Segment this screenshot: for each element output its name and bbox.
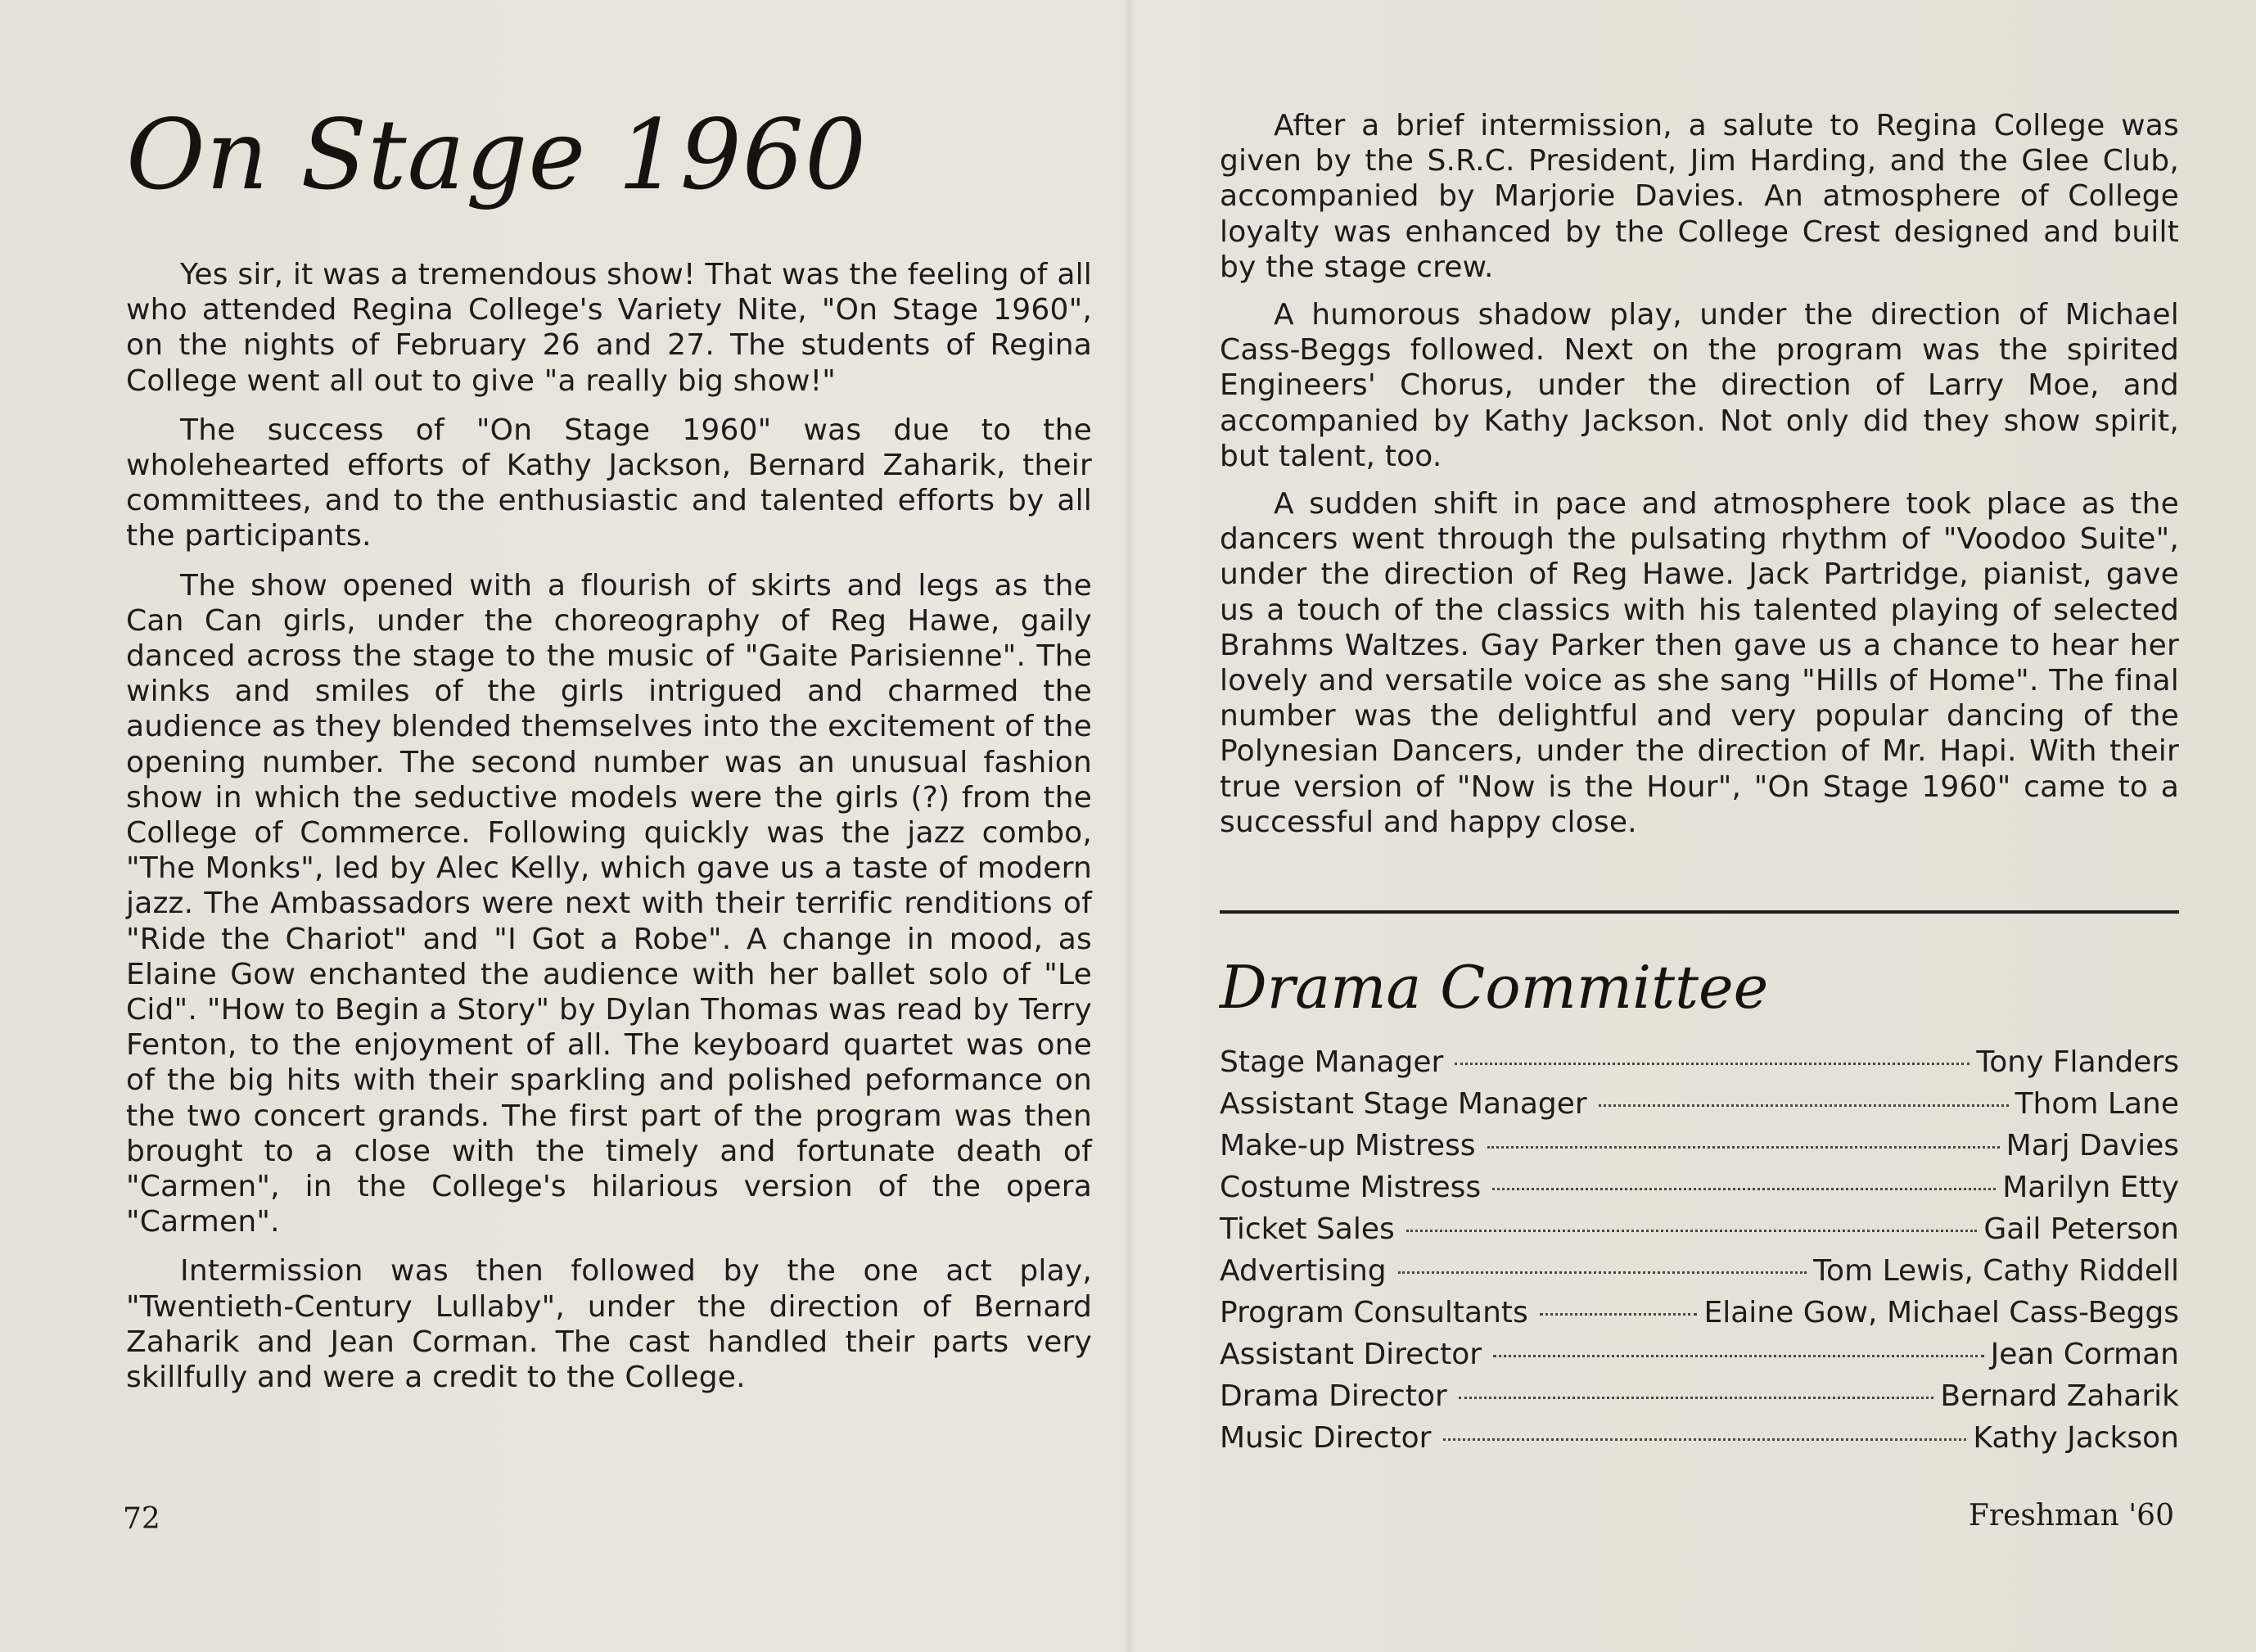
paragraph: After a brief intermission, a salute to Regina College was given by the S.R.C. President, Jim Harding, and the Glee Club, accompanied by Marjorie Davies. An atmosphere of College loyalty was enhanced by the College Crest designed and built by the stage crew.: [1220, 109, 2179, 284]
committee-role: Drama Director: [1220, 1379, 1447, 1413]
committee-member-name: Marj Davies: [2006, 1129, 2179, 1162]
committee-member-name: Bernard Zaharik: [1940, 1379, 2179, 1413]
committee-row: [1220, 1417, 2179, 1459]
committee-row: [1220, 1125, 2179, 1167]
dot-leader: [1487, 1146, 2000, 1149]
article-title: On Stage 1960: [126, 98, 868, 211]
dot-leader: [1455, 1063, 1969, 1065]
dot-leader: [1443, 1438, 1967, 1441]
publication-footer: Freshman '60: [1968, 1499, 2174, 1532]
committee-row: [1220, 1083, 2179, 1125]
committee-row: [1220, 1250, 2179, 1292]
dot-leader: [1540, 1313, 1698, 1316]
committee-role: Stage Manager: [1220, 1045, 1444, 1079]
committee-role: Assistant Director: [1220, 1338, 1482, 1371]
committee-member-name: Tony Flanders: [1976, 1045, 2179, 1079]
paragraph: The show opened with a flourish of skirts and legs as the Can Can girls, under the choreography of Reg Hawe, gaily danced across the stage to the music of "Gaite Parisienne". The winks and smiles of the girls intrigued and charmed the audience as they blended themselves into the excitement of the opening number. The second number was an unusual fashion show in which the seductive models were the girls (?) from the College of Commerce. Following quickly was the jazz combo, "The Monks", led by Alec Kelly, which gave us a taste of modern jazz. The Ambassadors were next with their terrific renditions of "Ride the Chariot" and "I Got a Robe". A change in mood, as Elaine Gow enchanted the audience with her ballet solo of "Le Cid". "How to Begin a Story" by Dylan Thomas was read by Terry Fenton, to the enjoyment of all. The keyboard quartet was one of the big hits with their sparkling and polished peformance on the two concert grands. The first part of the program was then brought to a close with the timely and fortunate death of "Carmen", in the College's hilarious version of the opera "Carmen".: [126, 568, 1092, 1239]
dot-leader: [1406, 1230, 1978, 1232]
committee-role: Make-up Mistress: [1220, 1129, 1476, 1162]
section-divider: [1220, 910, 2179, 914]
dot-leader: [1492, 1188, 1996, 1190]
committee-row: [1220, 1167, 2179, 1208]
dot-leader: [1398, 1271, 1807, 1274]
committee-role: Assistant Stage Manager: [1220, 1087, 1587, 1121]
committee-row: [1220, 1041, 2179, 1083]
committee-role: Program Consultants: [1220, 1296, 1528, 1329]
committee-row: [1220, 1208, 2179, 1250]
committee-member-name: Marilyn Etty: [2002, 1171, 2179, 1204]
left-column: [126, 257, 1092, 1395]
page-number: 72: [123, 1502, 160, 1536]
committee-member-name: Thom Lane: [2015, 1087, 2179, 1121]
committee-role: Music Director: [1220, 1421, 1432, 1455]
committee-role: Advertising: [1220, 1254, 1387, 1288]
committee-member-name: Gail Peterson: [1983, 1212, 2179, 1246]
committee-row: [1220, 1334, 2179, 1375]
paragraph: Intermission was then followed by the one act play, "Twentieth-Century Lullaby", under the direction of Bernard Zaharik and Jean Corman. The cast handled their parts very skillfully and were a credit to the College.: [126, 1254, 1092, 1395]
dot-leader: [1599, 1104, 2009, 1107]
committee-role: Costume Mistress: [1220, 1171, 1482, 1204]
paragraph: Yes sir, it was a tremendous show! That was the feeling of all who attended Regina College's Variety Nite, "On Stage 1960", on the nights of February 26 and 27. The students of Regina College went all out to give "a really big show!": [126, 258, 1092, 398]
committee-list: [1220, 1041, 2179, 1459]
page-gutter: [1123, 0, 1135, 1652]
committee-role: Ticket Sales: [1220, 1212, 1395, 1246]
dot-leader: [1493, 1355, 1984, 1357]
paragraph: The success of "On Stage 1960" was due to the wholehearted efforts of Kathy Jackson, Bernard Zaharik, their committees, and to the enthusiastic and talented efforts by all the participants.: [126, 413, 1092, 553]
paragraph: A sudden shift in pace and atmosphere took place as the dancers went through the pulsating rhythm of "Voodoo Suite", under the direction of Reg Hawe. Jack Partridge, pianist, gave us a touch of the classics with his talented playing of selected Brahms Waltzes. Gay Parker then gave us a chance to hear her lovely and versatile voice as she sang "Hills of Home". The final number was the delightful and very popular dancing of the Polynesian Dancers, under the direction of Mr. Hapi. With their true version of "Now is the Hour", "On Stage 1960" came to a successful and happy close.: [1220, 487, 2179, 839]
committee-member-name: Kathy Jackson: [1973, 1421, 2179, 1455]
committee-row: [1220, 1375, 2179, 1417]
committee-member-name: Jean Corman: [1990, 1338, 2179, 1371]
right-column: [1220, 108, 2179, 840]
paragraph: A humorous shadow play, under the direction of Michael Cass-Beggs followed. Next on the program was the spirited Engineers' Chorus, under the direction of Larry Moe, and accompanied by Kathy Jackson. Not only did they show spirit, but talent, too.: [1220, 298, 2179, 473]
committee-row: [1220, 1292, 2179, 1334]
committee-member-name: Tom Lewis, Cathy Riddell: [1813, 1254, 2179, 1288]
dot-leader: [1459, 1397, 1934, 1399]
committee-title: Drama Committee: [1220, 953, 1769, 1022]
committee-member-name: Elaine Gow, Michael Cass-Beggs: [1703, 1296, 2179, 1329]
